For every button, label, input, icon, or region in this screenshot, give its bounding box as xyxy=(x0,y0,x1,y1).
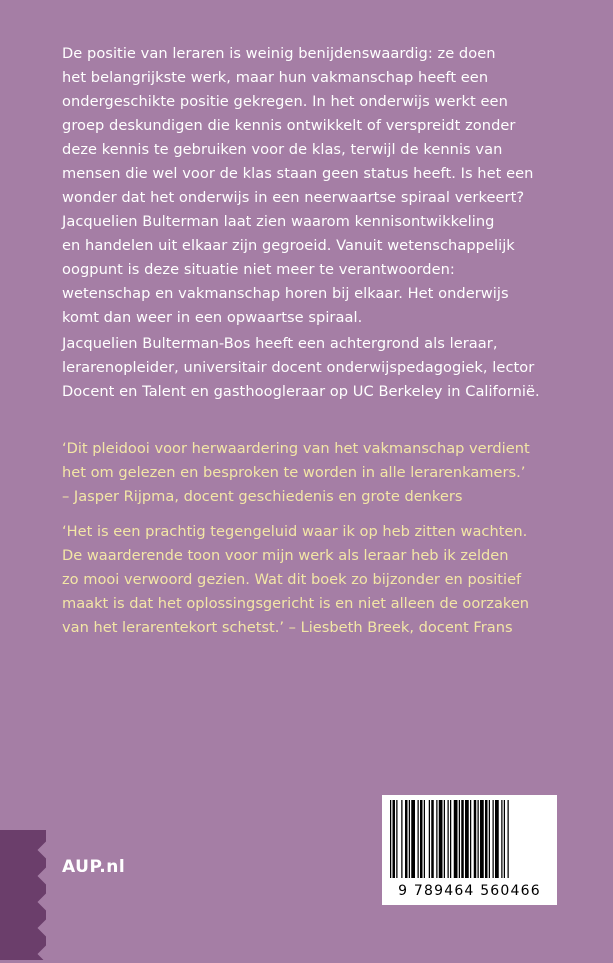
text-line: deze kennis te gebruiken voor de klas, terwijl de kennis van xyxy=(62,141,503,158)
author-bio xyxy=(62,332,582,404)
isbn-barcode xyxy=(382,795,557,905)
barcode-bar xyxy=(396,800,397,878)
barcode-bar xyxy=(390,800,391,878)
strip-notch xyxy=(38,920,55,937)
barcode-bar xyxy=(504,800,505,878)
quote-line: ‘Dit pleidooi voor herwaardering van het vakmanschap verdient xyxy=(62,440,530,457)
text-line: ondergeschikte positie gekregen. In het onderwijs werkt een xyxy=(62,93,508,110)
quote-line: maakt is dat het oplossingsgericht is en niet alleen de oorzaken xyxy=(62,595,530,612)
barcode-bar xyxy=(474,800,477,878)
barcode-bar xyxy=(480,800,484,878)
strip-notch xyxy=(38,842,55,859)
quote-line: zo mooi verwoord gezien. Wat dit boek zo bijzonder en positief xyxy=(62,571,522,588)
barcode-bars xyxy=(388,800,551,878)
barcode-bar xyxy=(436,800,437,878)
text-line: Docent en Talent en gasthoogleraar op UC Berkeley in Californië. xyxy=(62,383,540,400)
barcode-bar xyxy=(470,800,471,878)
barcode-bar xyxy=(420,800,423,878)
barcode-bar xyxy=(489,800,490,878)
barcode-bar xyxy=(478,800,479,878)
text-line: De positie van leraren is weinig benijdenswaardig: ze doen xyxy=(62,45,496,62)
text-line: mensen die wel voor de klas staan geen status heeft. Is het een xyxy=(62,165,534,182)
text-line: het belangrijkste werk, maar hun vakmanschap heeft een xyxy=(62,69,489,86)
barcode-bar xyxy=(485,800,488,878)
barcode-bar xyxy=(431,800,434,878)
strip-notch xyxy=(38,868,55,885)
barcode-bar xyxy=(465,800,469,878)
barcode-bar xyxy=(401,800,402,878)
barcode-bar xyxy=(429,800,430,878)
text-line: wonder dat het onderwijs in een neerwaartse spiraal verkeert? xyxy=(62,189,525,206)
barcode-bar xyxy=(405,800,408,878)
text-line: komt dan weer in een opwaartse spiraal. xyxy=(62,309,363,326)
barcode-bar xyxy=(439,800,443,878)
blurb-paragraph-2 xyxy=(62,210,582,330)
text-line: en handelen uit elkaar zijn gegroeid. Vanuit wetenschappelijk xyxy=(62,237,515,254)
barcode-bar xyxy=(444,800,445,878)
barcode-bar xyxy=(459,800,460,878)
strip-notch xyxy=(38,894,55,911)
text-line: Jacquelien Bulterman-Bos heeft een achtergrond als leraar, xyxy=(62,335,498,352)
publisher-logo: AUP.nl xyxy=(62,857,126,877)
barcode-bar xyxy=(493,800,494,878)
blurb-paragraph-1 xyxy=(62,42,582,210)
decorative-side-strip xyxy=(0,830,46,960)
barcode-bar xyxy=(393,800,396,878)
quote-line: De waarderende toon voor mijn werk als leraar heb ik zelden xyxy=(62,547,509,564)
quote-line: het om gelezen en besproken te worden in alle lerarenkamers.’ xyxy=(62,464,526,481)
isbn-number: 9 789464 560466 xyxy=(398,883,541,899)
barcode-bar xyxy=(424,800,425,878)
text-line: oogpunt is deze situatie niet meer te verantwoorden: xyxy=(62,261,455,278)
review-quote-1 xyxy=(62,437,582,509)
text-line: wetenschap en vakmanschap horen bij elkaar. Het onderwijs xyxy=(62,285,509,302)
barcode-bar xyxy=(448,800,449,878)
quote-line: van het lerarentekort schetst.’ – Liesbeth Breek, docent Frans xyxy=(62,619,513,636)
barcode-bar xyxy=(508,800,509,878)
quote-attribution: – Jasper Rijpma, docent geschiedenis en grote denkers xyxy=(62,488,463,505)
barcode-bar xyxy=(454,800,458,878)
barcode-bar xyxy=(501,800,502,878)
barcode-bar xyxy=(450,800,451,878)
text-line: Jacquelien Bulterman laat zien waarom kennisontwikkeling xyxy=(62,213,495,230)
barcode-bar xyxy=(495,800,499,878)
review-quote-2 xyxy=(62,520,582,640)
quote-line: ‘Het is een prachtig tegengeluid waar ik op heb zitten wachten. xyxy=(62,523,528,540)
barcode-bar xyxy=(418,800,419,878)
text-line: lerarenopleider, universitair docent onderwijspedagogiek, lector xyxy=(62,359,535,376)
text-line: groep deskundigen die kennis ontwikkelt of verspreidt zonder xyxy=(62,117,516,134)
barcode-bar xyxy=(461,800,464,878)
barcode-bar xyxy=(409,800,410,878)
barcode-bar xyxy=(411,800,415,878)
